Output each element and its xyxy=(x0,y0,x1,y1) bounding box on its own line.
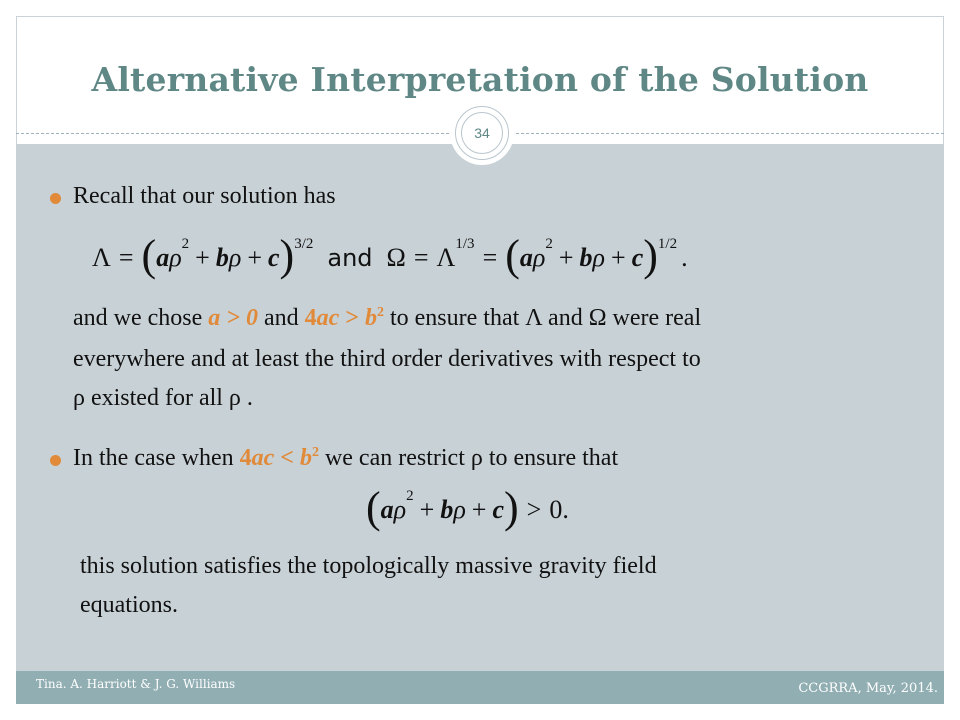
lambda-symbol: Λ xyxy=(92,243,111,272)
bullet-2-text: In the case when $4ac < b^2$ we can restrict ρ to ensure that xyxy=(73,445,619,471)
bullet-1-line-1: and we chose a > 0 and $4ac > b^2$ to ensure that Λ and Ω were real xyxy=(73,305,702,331)
footer-authors: Tina. A. Harriott & J. G. Williams xyxy=(36,677,236,691)
slide-title: Alternative Interpretation of the Solution xyxy=(91,60,869,99)
equation-lambda-omega: Λ = ( a ρ 2 + b ρ + c ) 3/2 and Ω = Λ 1/3 = ( a ρ 2 + b ρ + c ) 1/2 . xyxy=(92,231,688,280)
page-number-badge xyxy=(455,106,509,160)
bullet-2-dot xyxy=(50,455,61,466)
bullet-1-intro: Recall that our solution has xyxy=(73,183,336,209)
omega-symbol: Ω xyxy=(386,243,406,272)
bullet-1-line-2: everywhere and at least the third order derivatives with respect to xyxy=(73,346,701,372)
bullet-2-tail-2: equations. xyxy=(80,592,178,618)
footer-venue: CCGRRA, May, 2014. xyxy=(798,681,938,696)
bullet-1-dot xyxy=(50,193,61,204)
equation-positivity: ( a ρ 2 + b ρ + c ) > 0. xyxy=(366,483,569,532)
equation-and-word: and xyxy=(327,244,373,272)
bullet-1-line-3: ρ existed for all ρ . xyxy=(73,385,253,411)
page-number: 34 xyxy=(461,112,503,154)
bullet-2-tail-1: this solution satisfies the topologically massive gravity field xyxy=(80,553,657,579)
